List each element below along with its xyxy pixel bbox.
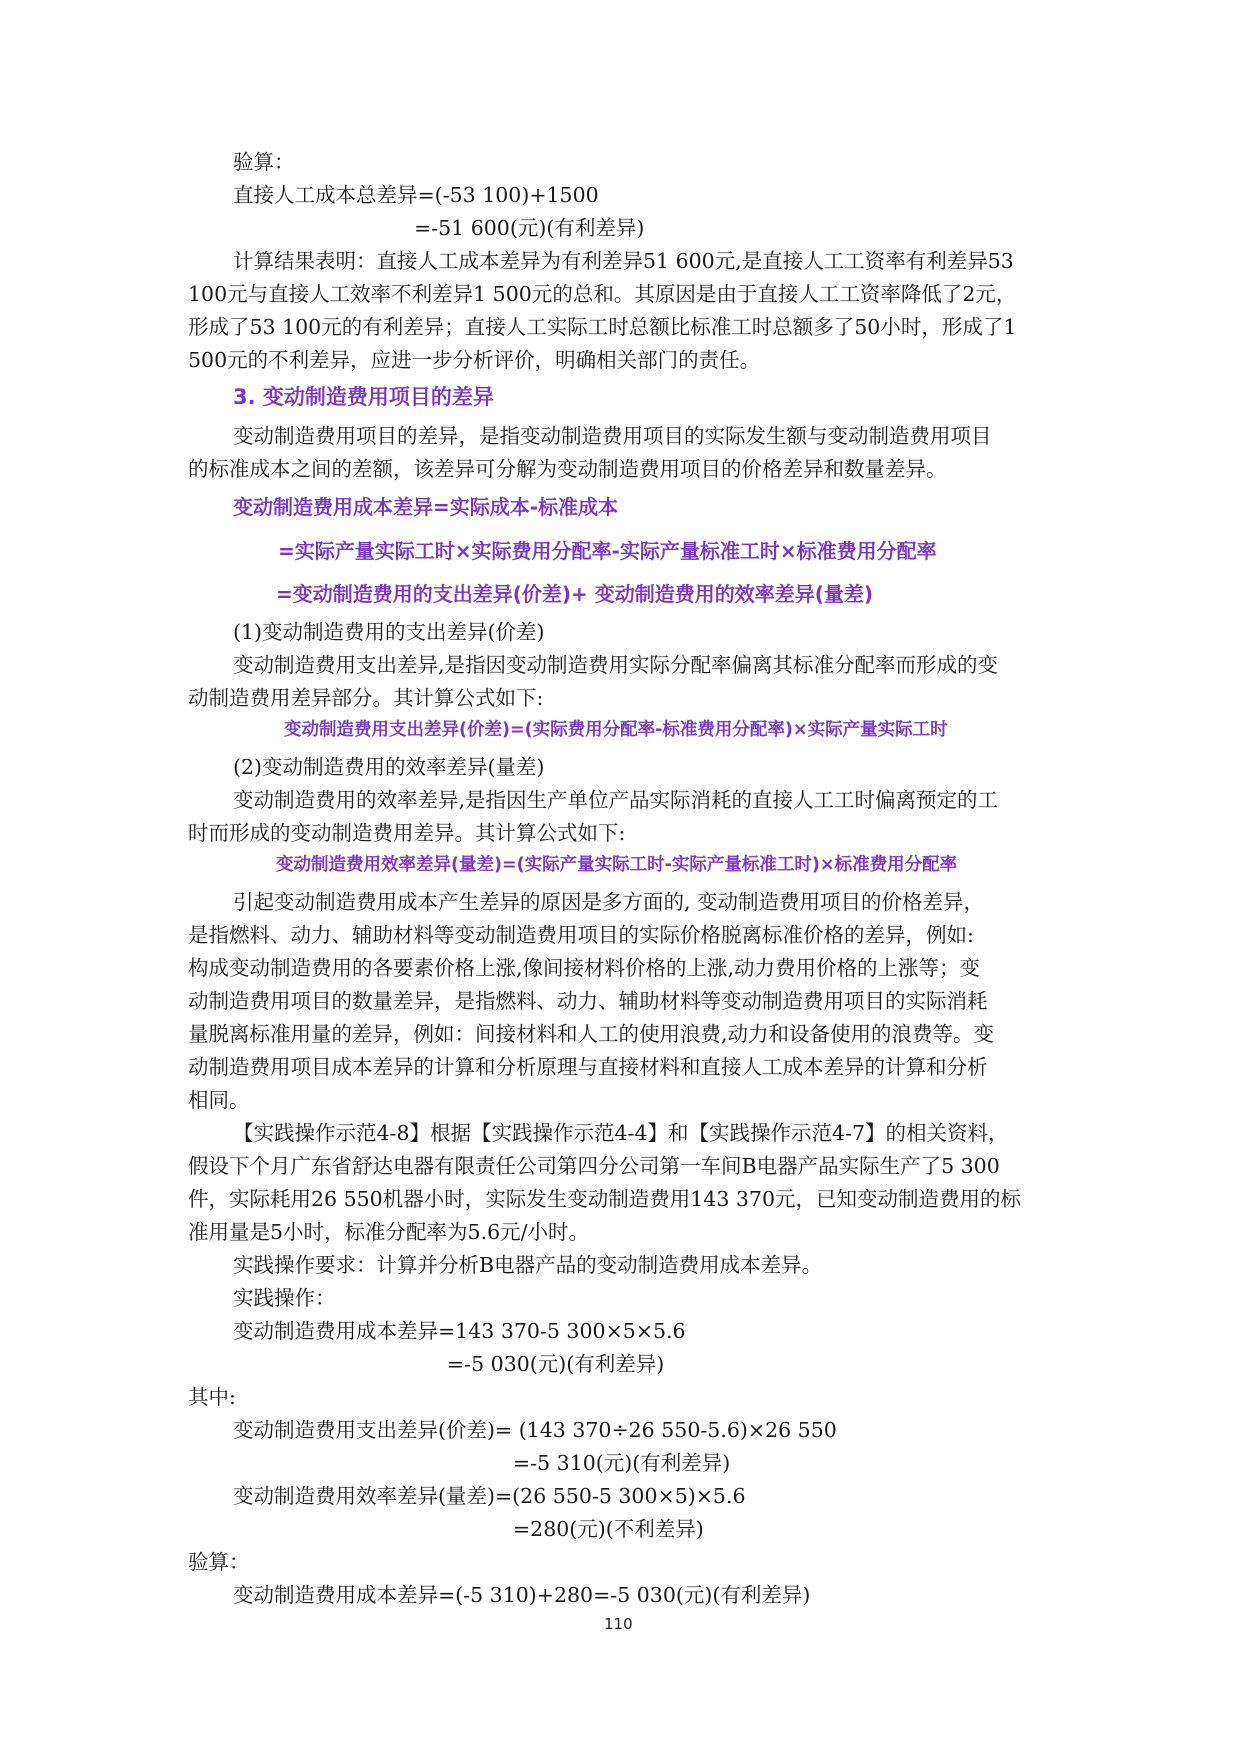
paragraph-line: 计算结果表明：直接人工成本差异为有利差异51 600元,是直接人工工资率有利差异53 [233, 249, 1014, 273]
paragraph-line: 变动制造费用支出差异,是指因变动制造费用实际分配率偏离其标准分配率而形成的变 [233, 653, 999, 677]
verification-heading: 验算： [188, 1550, 250, 1574]
paragraph-line: 准用量是5小时，标准分配率为5.6元/小时。 [188, 1220, 590, 1244]
paragraph-line: 构成变动制造费用的各要素价格上涨,像间接材料价格的上涨,动力费用价格的上涨等；变 [188, 956, 981, 980]
paragraph-line: 引起变动制造费用成本产生差异的原因是多方面的, 变动制造费用项目的价格差异， [233, 890, 985, 914]
operation-result-line: =-5 030(元)(有利差异) [447, 1352, 665, 1376]
paragraph-line: 动制造费用项目的数量差异，是指燃料、动力、辅助材料等变动制造费用项目的实际消耗 [188, 989, 988, 1013]
paragraph-line: 动制造费用差异部分。其计算公式如下: [188, 686, 544, 710]
paragraph-line: 动制造费用项目成本差异的计算和分析原理与直接材料和直接人工成本差异的计算和分析 [188, 1055, 988, 1079]
among-label: 其中: [188, 1385, 236, 1409]
paragraph-line: 变动制造费用的效率差异,是指因生产单位产品实际消耗的直接人工工时偏离预定的工 [233, 788, 999, 812]
paragraph-line: 量脱离标准用量的差异，例如：间接材料和人工的使用浪费,动力和设备使用的浪费等。变 [188, 1022, 995, 1046]
verification-heading: 验算： [233, 150, 295, 174]
section-heading: 3. 变动制造费用项目的差异 [233, 385, 494, 409]
verification-formula-line: 变动制造费用成本差异=(-5 310)+280=-5 030(元)(有利差异) [233, 1583, 811, 1607]
efficiency-calc-line: 变动制造费用效率差异(量差)=(26 550-5 300×5)×5.6 [233, 1484, 746, 1508]
paragraph-line: 是指燃料、动力、辅助材料等变动制造费用项目的实际价格脱离标准价格的差异，例如: [188, 923, 974, 947]
paragraph-line: 形成了53 100元的有利差异；直接人工实际工时总额比标准工时总额多了50小时，形成了1 [188, 315, 1017, 339]
paragraph-line: 100元与直接人工效率不利差异1 500元的总和。其原因是由于直接人工工资率降低了2元， [188, 282, 1017, 306]
efficiency-variance-formula: 变动制造费用效率差异(量差)=(实际产量实际工时-实际产量标准工时)×标准费用分配率 [276, 855, 958, 875]
paragraph-line: 【实践操作示范4-8】根据【实践操作示范4-4】和【实践操作示范4-7】的相关资料， [233, 1121, 1009, 1145]
practice-requirement: 实践操作要求：计算并分析B电器产品的变动制造费用成本差异。 [233, 1253, 823, 1277]
operation-formula-line: 变动制造费用成本差异=143 370-5 300×5×5.6 [233, 1319, 686, 1343]
verification-result-line: =-51 600(元)(有利差异) [414, 216, 645, 240]
formula-main-line: =变动制造费用的支出差异(价差)+ 变动制造费用的效率差异(量差) [276, 582, 874, 606]
formula-main-line: 变动制造费用成本差异=实际成本-标准成本 [233, 495, 619, 519]
paragraph-line: 件，实际耗用26 550机器小时，实际发生变动制造费用143 370元，已知变动制造费用的标 [188, 1187, 1022, 1211]
subsection-title: (1)变动制造费用的支出差异(价差) [233, 620, 545, 644]
page-number: 110 [604, 1615, 633, 1633]
paragraph-line: 相同。 [188, 1088, 250, 1112]
paragraph-line: 的标准成本之间的差额，该差异可分解为变动制造费用项目的价格差异和数量差异。 [188, 457, 947, 481]
paragraph-line: 假设下个月广东省舒达电器有限责任公司第四分公司第一车间B电器产品实际生产了5 300 [188, 1154, 1000, 1178]
spending-calc-line: 变动制造费用支出差异(价差)= (143 370÷26 550-5.6)×26 550 [233, 1418, 837, 1442]
paragraph-line: 变动制造费用项目的差异，是指变动制造费用项目的实际发生额与变动制造费用项目 [233, 424, 992, 448]
verification-formula-line: 直接人工成本总差异=(-53 100)+1500 [233, 183, 599, 207]
spending-result-line: =-5 310(元)(有利差异) [513, 1451, 731, 1475]
paragraph-line: 时而形成的变动制造费用差异。其计算公式如下: [188, 821, 626, 845]
spending-variance-formula: 变动制造费用支出差异(价差)=(实际费用分配率-标准费用分配率)×实际产量实际工时 [284, 720, 948, 740]
paragraph-line: 500元的不利差异，应进一步分析评价，明确相关部门的责任。 [188, 348, 761, 372]
subsection-title: (2)变动制造费用的效率差异(量差) [233, 755, 545, 779]
formula-main-line: =实际产量实际工时×实际费用分配率-实际产量标准工时×标准费用分配率 [278, 539, 937, 563]
efficiency-result-line: =280(元)(不利差异) [513, 1517, 704, 1541]
operation-heading: 实践操作： [233, 1286, 336, 1310]
